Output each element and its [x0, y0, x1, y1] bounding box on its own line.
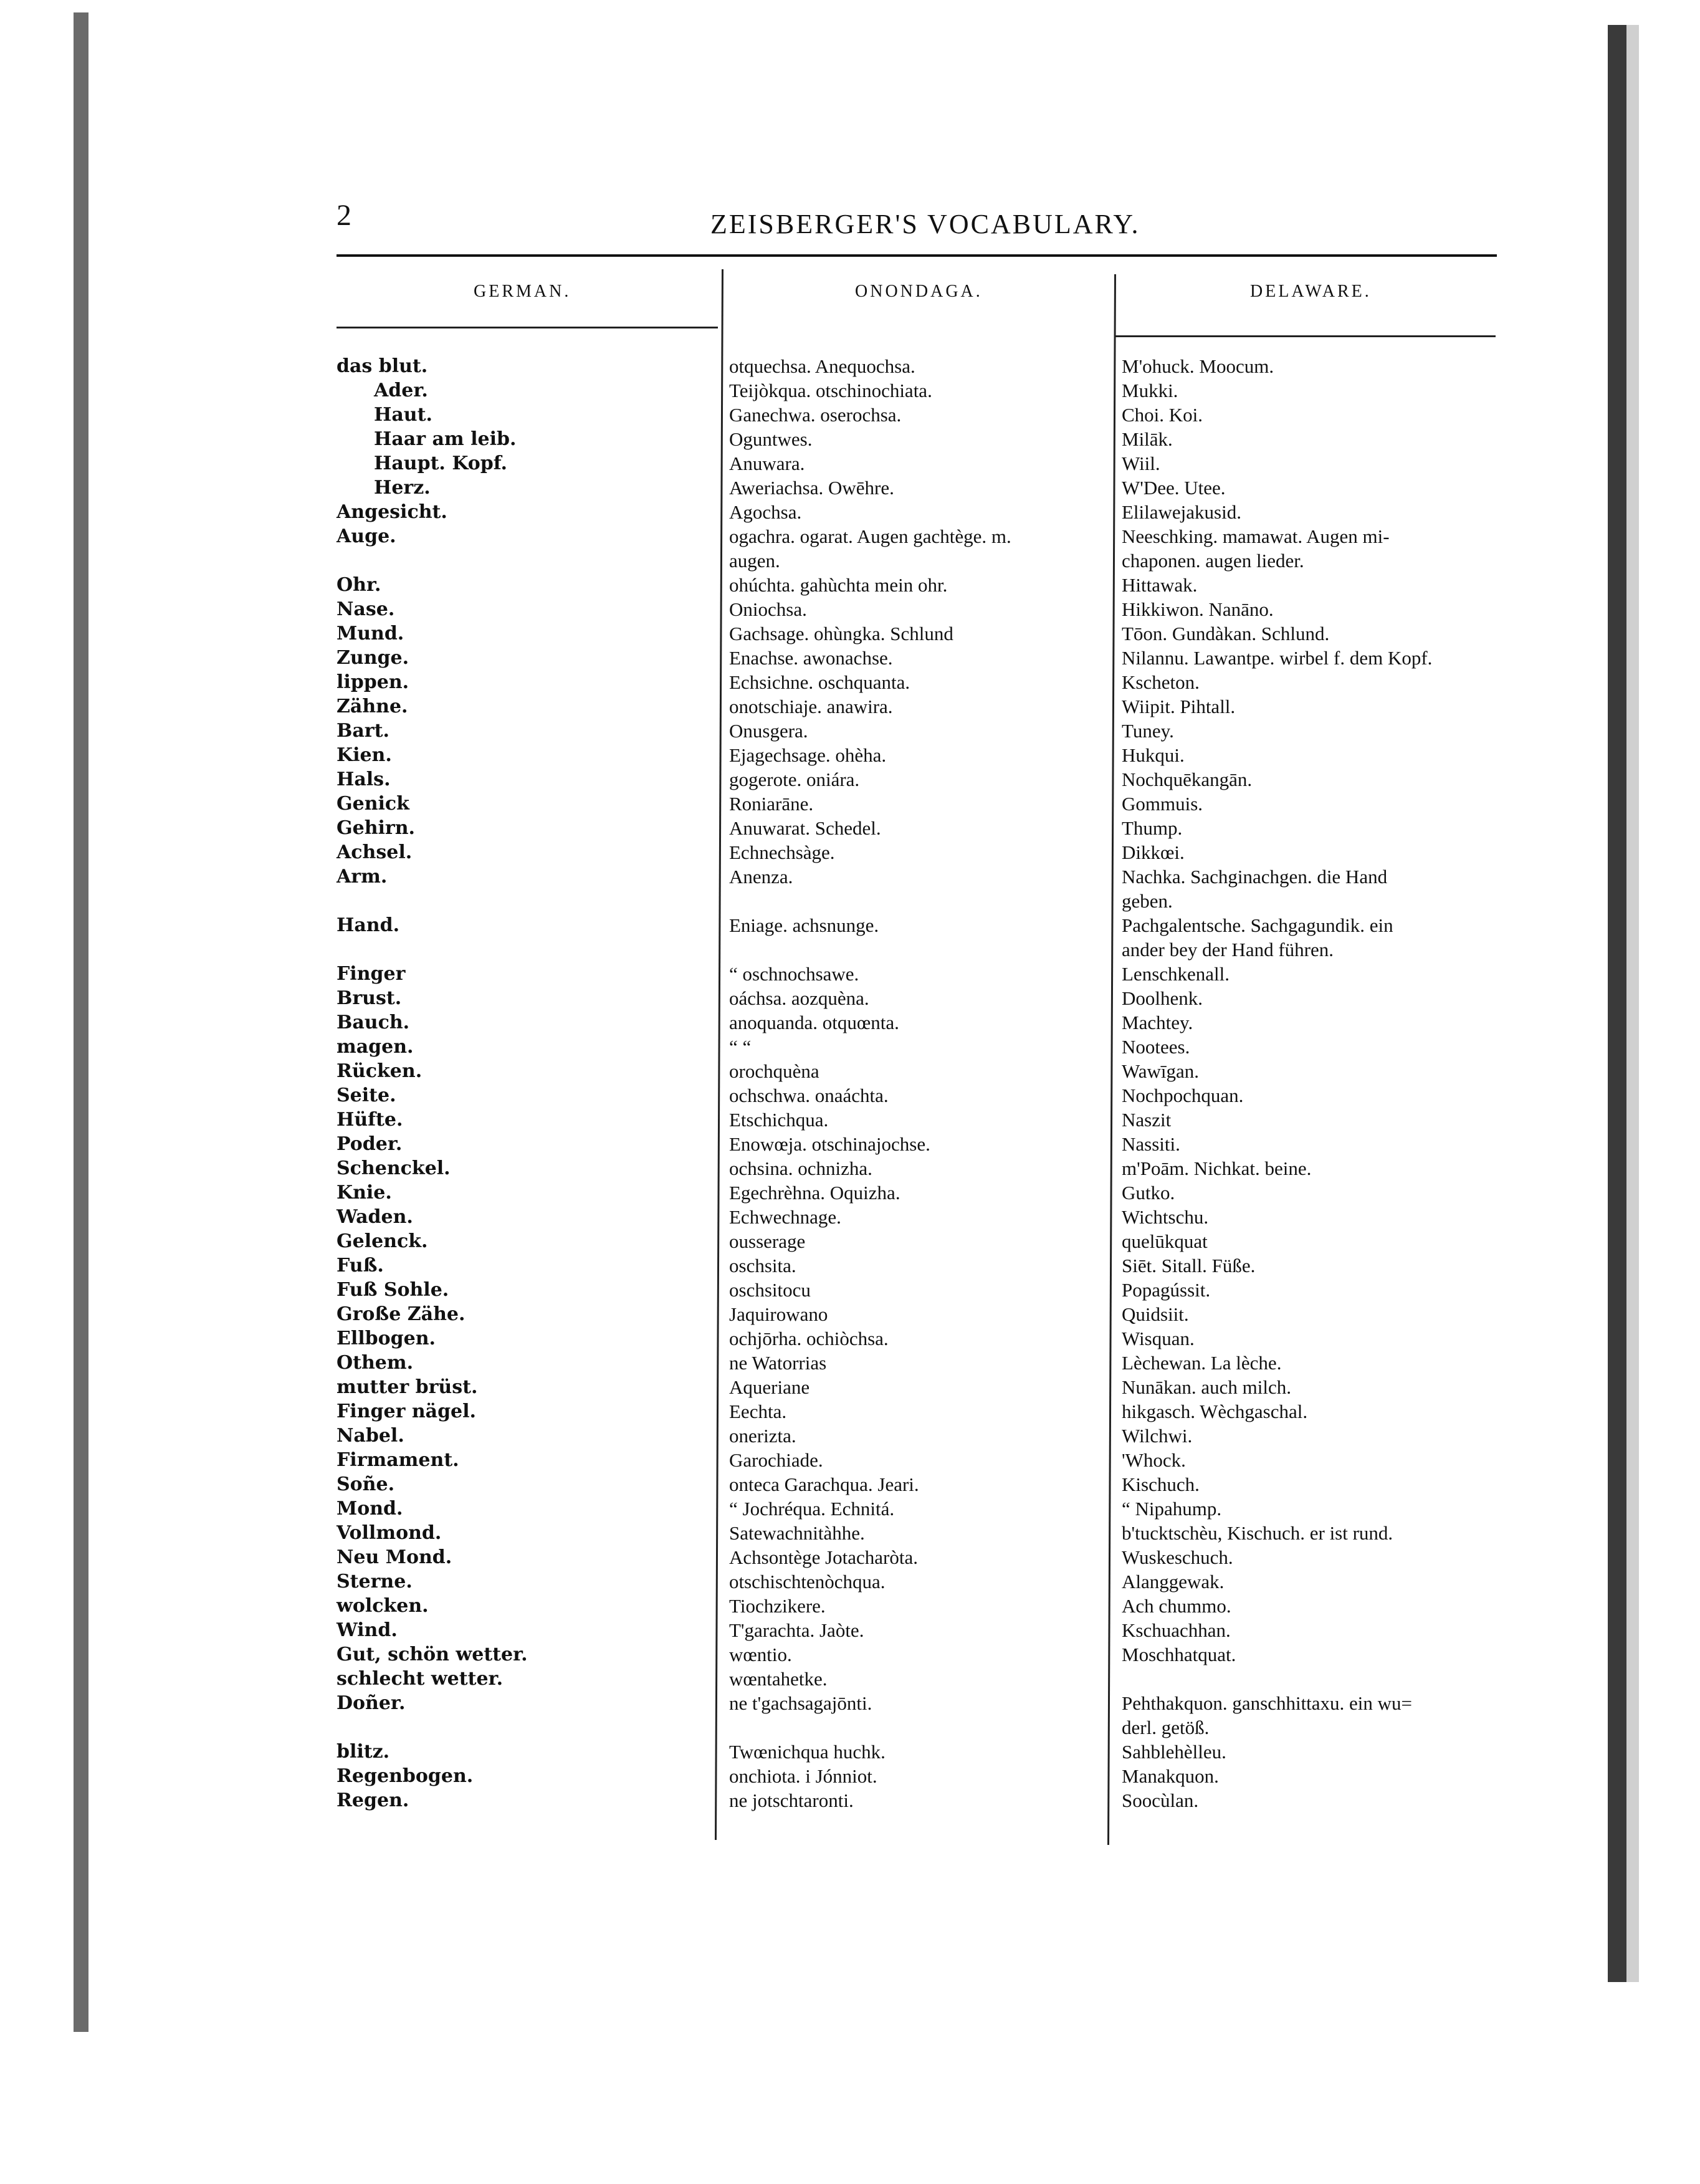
german-term: Nase.: [337, 598, 395, 620]
onondaga-term: Echnechsàge.: [729, 841, 835, 863]
delaware-term: Thump.: [1122, 817, 1183, 839]
german-term: Zunge.: [337, 647, 409, 669]
delaware-term-continued: chaponen. augen lieder.: [1122, 550, 1304, 572]
onondaga-term: ne jotschtaronti.: [729, 1789, 854, 1811]
german-term: Angesicht.: [337, 501, 447, 523]
delaware-term: Machtey.: [1122, 1012, 1193, 1033]
german-term: Kien.: [337, 744, 392, 766]
delaware-term: Nochquēkangān.: [1122, 769, 1253, 790]
header-rule-delaware: [1115, 335, 1496, 337]
delaware-term: Gutko.: [1122, 1182, 1175, 1204]
onondaga-term: Etschichqua.: [729, 1109, 829, 1131]
german-term: Zähne.: [337, 696, 408, 717]
onondaga-term: Anenza.: [729, 866, 793, 888]
delaware-term: W'Dee. Utee.: [1122, 477, 1226, 499]
german-term: das blut.: [337, 355, 428, 377]
onondaga-term: Onusgera.: [729, 720, 808, 742]
delaware-term: Wawīgan.: [1122, 1060, 1200, 1082]
german-term: magen.: [337, 1036, 414, 1058]
german-term: Hals.: [337, 769, 391, 790]
german-term: Fuß Sohle.: [337, 1279, 449, 1301]
german-term: schlecht wetter.: [337, 1668, 504, 1690]
german-term: Vollmond.: [337, 1522, 442, 1544]
onondaga-term: onteca Garachqua. Jeari.: [729, 1473, 919, 1495]
german-term: Genick: [337, 793, 409, 815]
german-term: Othem.: [337, 1352, 414, 1374]
onondaga-term: ne Watorrias: [729, 1352, 827, 1374]
scan-shadow-right: [1608, 25, 1626, 1982]
scan-shade-right: [1626, 25, 1639, 1982]
delaware-term: m'Poām. Nichkat. beine.: [1122, 1157, 1312, 1179]
german-term: Rücken.: [337, 1060, 423, 1082]
onondaga-term: Oguntwes.: [729, 428, 813, 450]
onondaga-term: Enowœja. otschinajochse.: [729, 1133, 930, 1155]
onondaga-term: orochquèna: [729, 1060, 819, 1082]
delaware-term: Mukki.: [1122, 380, 1178, 401]
onondaga-term: Aweriachsa. Owēhre.: [729, 477, 894, 499]
delaware-term: Elilawejakusid.: [1122, 501, 1241, 523]
german-term: Herz.: [374, 477, 431, 499]
delaware-term: Wichtschu.: [1122, 1206, 1209, 1228]
german-term: Neu Mond.: [337, 1546, 452, 1568]
delaware-term: Sahblehèlleu.: [1122, 1741, 1226, 1763]
onondaga-term: ogachra. ogarat. Augen gachtège. m.: [729, 525, 1011, 547]
german-term: lippen.: [337, 671, 409, 693]
page-number: 2: [337, 199, 351, 232]
onondaga-term: Echwechnage.: [729, 1206, 841, 1228]
delaware-term: Wilchwi.: [1122, 1425, 1193, 1447]
german-term: Waden.: [337, 1206, 413, 1228]
onondaga-term: anoquanda. otquœnta.: [729, 1012, 899, 1033]
delaware-term: Nootees.: [1122, 1036, 1190, 1058]
delaware-term: Ach chummo.: [1122, 1595, 1231, 1617]
onondaga-term: “ Jochréqua. Echnitá.: [729, 1498, 895, 1520]
onondaga-term: Twœnichqua huchk.: [729, 1741, 886, 1763]
german-term: Finger nägel.: [337, 1401, 476, 1422]
onondaga-term: Garochiade.: [729, 1449, 823, 1471]
onondaga-term: “ “: [729, 1036, 752, 1058]
onondaga-term: Eechta.: [729, 1401, 787, 1422]
german-term: wolcken.: [337, 1595, 429, 1617]
onondaga-term: ochjōrha. ochiòchsa.: [729, 1328, 889, 1349]
german-term: Gut, schön wetter.: [337, 1644, 528, 1665]
column-divider-2: [1107, 274, 1116, 1845]
delaware-term-continued: geben.: [1122, 890, 1173, 912]
german-term: Haar am leib.: [374, 428, 517, 450]
delaware-term: Doolhenk.: [1122, 987, 1203, 1009]
german-term: Mond.: [337, 1498, 403, 1520]
german-term: Regenbogen.: [337, 1765, 474, 1787]
delaware-term: 'Whock.: [1122, 1449, 1186, 1471]
onondaga-term: Eniage. achsnunge.: [729, 914, 879, 936]
onondaga-term: wœntio.: [729, 1644, 792, 1665]
german-term: Gelenck.: [337, 1230, 428, 1252]
scan-edge-left: [0, 0, 93, 2184]
german-term: Hand.: [337, 914, 400, 936]
delaware-term: Wisquan.: [1122, 1328, 1195, 1349]
column-divider-1: [715, 269, 723, 1840]
delaware-term: Nilannu. Lawantpe. wirbel f. dem Kopf.: [1122, 647, 1433, 669]
onondaga-term: Ganechwa. oserochsa.: [729, 404, 902, 426]
onondaga-term-continued: augen.: [729, 550, 780, 572]
delaware-term: Nassiti.: [1122, 1133, 1180, 1155]
delaware-term: Tuney.: [1122, 720, 1174, 742]
german-term: Finger: [337, 963, 406, 985]
onondaga-term: oschsitocu: [729, 1279, 811, 1301]
delaware-term: Wiil.: [1122, 453, 1160, 474]
delaware-term: Hukqui.: [1122, 744, 1185, 766]
delaware-term: Lèchewan. La lèche.: [1122, 1352, 1282, 1374]
header-rule-german: [337, 327, 718, 328]
onondaga-term: onchiota. i Jónniot.: [729, 1765, 877, 1787]
onondaga-term: oschsita.: [729, 1255, 796, 1276]
delaware-term: Pehthakquon. ganschhittaxu. ein wu=: [1122, 1692, 1413, 1714]
german-term: Haupt. Kopf.: [374, 453, 507, 474]
german-term: mutter brüst.: [337, 1376, 478, 1398]
german-term: Seite.: [337, 1085, 396, 1106]
german-term: Arm.: [337, 866, 388, 888]
german-term: Große Zähe.: [337, 1303, 466, 1325]
german-term: Mund.: [337, 623, 404, 644]
german-term: Ader.: [374, 380, 428, 401]
onondaga-term: ochsina. ochnizha.: [729, 1157, 872, 1179]
onondaga-term: Anuwara.: [729, 453, 805, 474]
onondaga-term: ne t'gachsagajōnti.: [729, 1692, 872, 1714]
onondaga-term: Egechrèhna. Oquizha.: [729, 1182, 900, 1204]
delaware-term-continued: ander bey der Hand führen.: [1122, 939, 1334, 960]
german-term: Wind.: [337, 1619, 398, 1641]
german-term: Nabel.: [337, 1425, 404, 1447]
delaware-term: Choi. Koi.: [1122, 404, 1203, 426]
running-title: ZEISBERGER'S VOCABULARY.: [710, 209, 1140, 239]
delaware-term: Nachka. Sachginachgen. die Hand: [1122, 866, 1388, 888]
delaware-term: Wuskeschuch.: [1122, 1546, 1233, 1568]
delaware-term: Soocùlan.: [1122, 1789, 1199, 1811]
onondaga-term: ohúchta. gahùchta mein ohr.: [729, 574, 948, 596]
onondaga-term: “ oschnochsawe.: [729, 963, 859, 985]
delaware-term: M'ohuck. Moocum.: [1122, 355, 1274, 377]
delaware-term: quelūkquat: [1122, 1230, 1208, 1252]
onondaga-term: Jaquirowano: [729, 1303, 828, 1325]
onondaga-term: Anuwarat. Schedel.: [729, 817, 881, 839]
delaware-term: hikgasch. Wèchgaschal.: [1122, 1401, 1308, 1422]
delaware-term: Manakquon.: [1122, 1765, 1219, 1787]
column-header-delaware: DELAWARE.: [1250, 282, 1372, 301]
delaware-term: Wiipit. Pihtall.: [1122, 696, 1236, 717]
delaware-term-continued: derl. getöß.: [1122, 1717, 1210, 1738]
german-term: Bauch.: [337, 1012, 410, 1033]
onondaga-term: Tiochzikere.: [729, 1595, 826, 1617]
top-rule: [337, 254, 1497, 257]
german-term: Regen.: [337, 1789, 409, 1811]
onondaga-term: gogerote. oniára.: [729, 769, 860, 790]
delaware-term: Hikkiwon. Nanāno.: [1122, 598, 1274, 620]
german-term: Soñe.: [337, 1473, 395, 1495]
scan-shadow-left: [74, 12, 88, 2032]
onondaga-term: wœntahetke.: [729, 1668, 828, 1690]
column-header-onondaga: ONONDAGA.: [855, 282, 983, 301]
delaware-term: Moschhatquat.: [1122, 1644, 1236, 1665]
delaware-term: “ Nipahump.: [1122, 1498, 1222, 1520]
delaware-term: Dikkœi.: [1122, 841, 1185, 863]
onondaga-term: oáchsa. aozquèna.: [729, 987, 869, 1009]
german-term: Hüfte.: [337, 1109, 403, 1131]
onondaga-term: Echsichne. oschquanta.: [729, 671, 910, 693]
onondaga-term: onerizta.: [729, 1425, 796, 1447]
onondaga-term: otquechsa. Anequochsa.: [729, 355, 915, 377]
german-term: Knie.: [337, 1182, 392, 1204]
onondaga-term: Enachse. awonachse.: [729, 647, 893, 669]
onondaga-term: ochschwa. onaáchta.: [729, 1085, 889, 1106]
german-term: Doñer.: [337, 1692, 406, 1714]
delaware-term: Naszit: [1122, 1109, 1172, 1131]
delaware-term: Siēt. Sitall. Füße.: [1122, 1255, 1256, 1276]
german-term: Bart.: [337, 720, 389, 742]
delaware-term: Kischuch.: [1122, 1473, 1200, 1495]
delaware-term: Milāk.: [1122, 428, 1173, 450]
german-term: Ohr.: [337, 574, 381, 596]
delaware-term: Kschuachhan.: [1122, 1619, 1231, 1641]
delaware-term: Nochpochquan.: [1122, 1085, 1244, 1106]
onondaga-term: ousserage: [729, 1230, 806, 1252]
german-term: Auge.: [337, 525, 396, 547]
onondaga-term: Achsontège Jotacharòta.: [729, 1546, 918, 1568]
delaware-term: Lenschkenall.: [1122, 963, 1230, 985]
onondaga-term: T'garachta. Jaòte.: [729, 1619, 864, 1641]
german-term: Firmament.: [337, 1449, 459, 1471]
german-term: Fuß.: [337, 1255, 384, 1276]
onondaga-term: Oniochsa.: [729, 598, 807, 620]
onondaga-term: Gachsage. ohùngka. Schlund: [729, 623, 953, 644]
german-term: Schenckel.: [337, 1157, 451, 1179]
onondaga-term: Ejagechsage. ohèha.: [729, 744, 887, 766]
german-term: Haut.: [374, 404, 432, 426]
delaware-term: Alanggewak.: [1122, 1571, 1225, 1593]
onondaga-term: Teijòkqua. otschinochiata.: [729, 380, 932, 401]
delaware-term: Kscheton.: [1122, 671, 1200, 693]
delaware-term: Pachgalentsche. Sachgagundik. ein: [1122, 914, 1393, 936]
german-term: Sterne.: [337, 1571, 413, 1593]
onondaga-term: otschischtenòchqua.: [729, 1571, 886, 1593]
scan-edge-right: [1595, 0, 1700, 2184]
delaware-term: Gommuis.: [1122, 793, 1203, 815]
onondaga-term: Aqueriane: [729, 1376, 810, 1398]
german-term: Brust.: [337, 987, 402, 1009]
german-term: Poder.: [337, 1133, 403, 1155]
german-term: Ellbogen.: [337, 1328, 436, 1349]
onondaga-term: Roniarāne.: [729, 793, 814, 815]
column-header-german: GERMAN.: [474, 282, 571, 301]
delaware-term: Hittawak.: [1122, 574, 1198, 596]
onondaga-term: Agochsa.: [729, 501, 802, 523]
delaware-term: Neeschking. mamawat. Augen mi-: [1122, 525, 1390, 547]
german-term: blitz.: [337, 1741, 390, 1763]
delaware-term: Popagússit.: [1122, 1279, 1211, 1301]
german-term: Achsel.: [337, 841, 413, 863]
delaware-term: Nunākan. auch milch.: [1122, 1376, 1292, 1398]
delaware-term: b'tucktschèu, Kischuch. er ist rund.: [1122, 1522, 1393, 1544]
delaware-term: Tōon. Gundàkan. Schlund.: [1122, 623, 1330, 644]
onondaga-term: Satewachnitàhhe.: [729, 1522, 865, 1544]
onondaga-term: onotschiaje. anawira.: [729, 696, 893, 717]
german-term: Gehirn.: [337, 817, 415, 839]
delaware-term: Quidsiit.: [1122, 1303, 1189, 1325]
